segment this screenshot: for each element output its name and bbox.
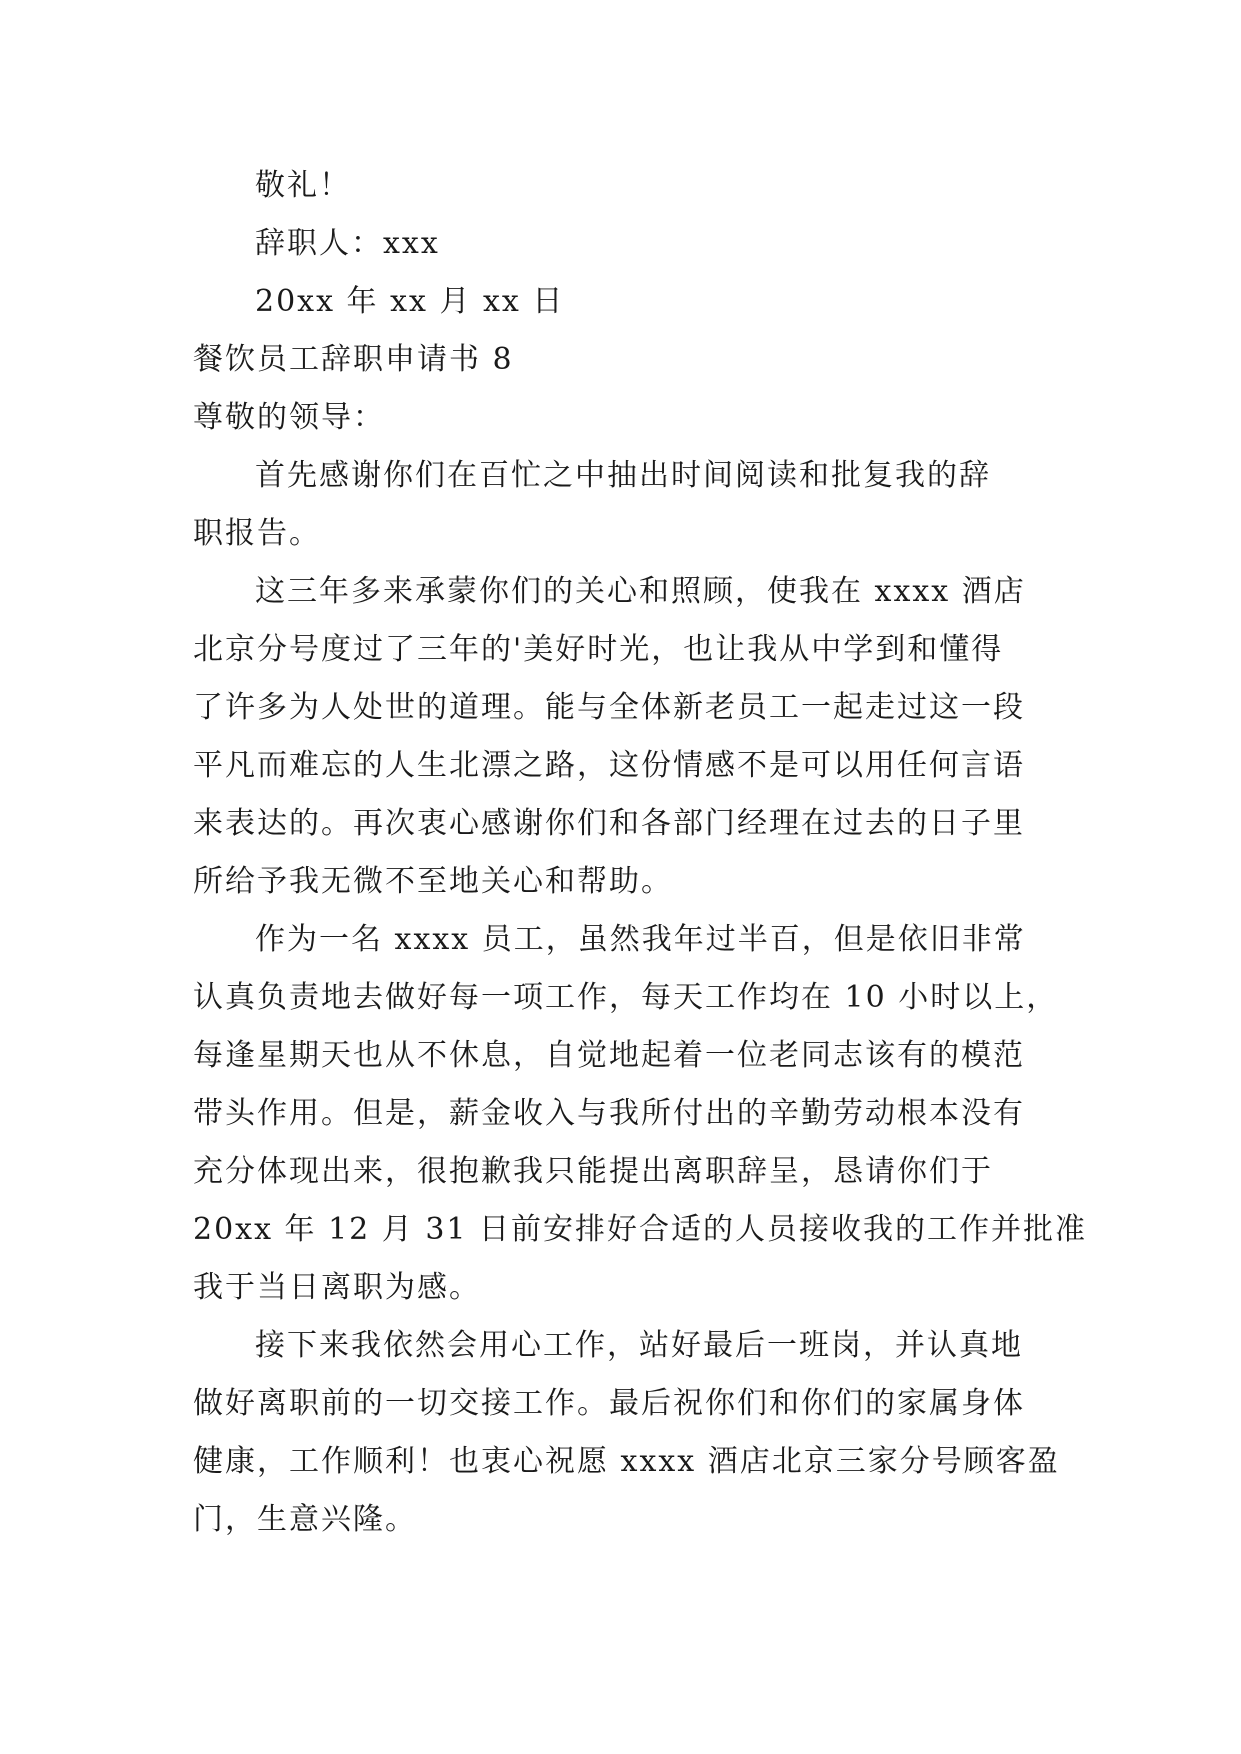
paragraph-line: 这三年多来承蒙你们的关心和照顾，使我在 xxxx 酒店 (255, 574, 1026, 609)
paragraph-line: 充分体现出来，很抱歉我只能提出离职辞呈，恳请你们于 (193, 1154, 993, 1189)
paragraph-line: 职报告。 (193, 516, 321, 551)
paragraph-line: 接下来我依然会用心工作，站好最后一班岗，并认真地 (255, 1328, 1023, 1363)
letter-greeting: 尊敬的领导： (193, 400, 385, 435)
paragraph-line: 平凡而难忘的人生北漂之路，这份情感不是可以用任何言语 (193, 748, 1025, 783)
paragraph-line: 每逢星期天也从不休息，自觉地起着一位老同志该有的模范 (193, 1038, 1025, 1073)
paragraph-line: 认真负责地去做好每一项工作，每天工作均在 10 小时以上， (193, 980, 1059, 1015)
date-line: 20xx 年 xx 月 xx 日 (255, 284, 565, 319)
paragraph-line: 来表达的。再次衷心感谢你们和各部门经理在过去的日子里 (193, 806, 1025, 841)
paragraph-line: 带头作用。但是，薪金收入与我所付出的辛勤劳动根本没有 (193, 1096, 1025, 1131)
paragraph-line: 20xx 年 12 月 31 日前安排好合适的人员接收我的工作并批准 (193, 1212, 1088, 1247)
paragraph-line: 首先感谢你们在百忙之中抽出时间阅读和批复我的辞 (255, 458, 991, 493)
paragraph-line: 所给予我无微不至地关心和帮助。 (193, 864, 673, 899)
paragraph-line: 健康，工作顺利！也衷心祝愿 xxxx 酒店北京三家分号顾客盈 (193, 1444, 1060, 1479)
paragraph-line: 了许多为人处世的道理。能与全体新老员工一起走过这一段 (193, 690, 1025, 725)
paragraph-line: 北京分号度过了三年的'美好时光，也让我从中学到和懂得 (193, 632, 1004, 667)
closing-salute: 敬礼！ (255, 168, 351, 203)
letter-title: 餐饮员工辞职申请书 8 (193, 342, 514, 377)
paragraph-line: 我于当日离职为感。 (193, 1270, 481, 1305)
paragraph-line: 做好离职前的一切交接工作。最后祝你们和你们的家属身体 (193, 1386, 1025, 1421)
paragraph-line: 作为一名 xxxx 员工，虽然我年过半百，但是依旧非常 (255, 922, 1026, 957)
signer-line: 辞职人：xxx (255, 226, 440, 261)
paragraph-line: 门，生意兴隆。 (193, 1502, 417, 1537)
